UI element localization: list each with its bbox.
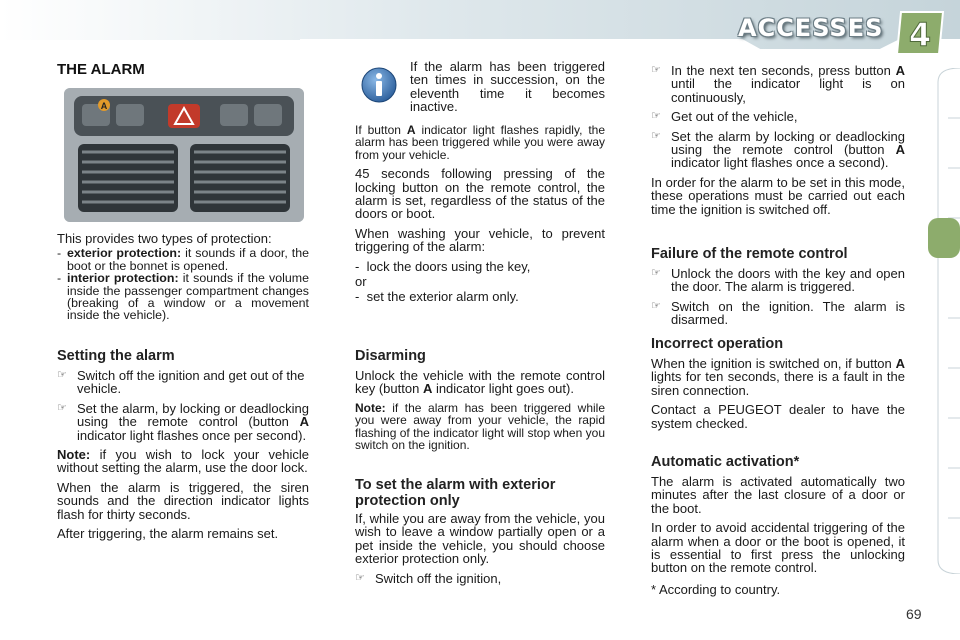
- photo-label-a: A: [100, 101, 108, 111]
- exterior-text: If, while you are away from the vehicle, you wish to leave a window partially open or a pet inside the vehicle, you should choose exterior protection only.: [355, 511, 605, 567]
- pointing-hand-icon: ☞: [651, 299, 661, 312]
- info-icon: [360, 66, 398, 104]
- pointing-hand-icon: ☞: [651, 64, 661, 76]
- after-trigger-text: After triggering, the alarm remains set.: [57, 526, 279, 542]
- mode-bullet: ☞ Set the alarm by locking or deadlocking using the remote control (button A indicator light flashes once a second).: [651, 128, 905, 171]
- disarming-text: Unlock the vehicle with the remote control key (button A indicator light goes out).: [355, 368, 605, 397]
- auto-text: In order to avoid accidental triggering of the alarm when a door or the boot is opened, it is essential to first press the unlocking button on the remote control.: [651, 520, 905, 576]
- incorrect-heading: Incorrect operation: [651, 336, 784, 352]
- failure-bullet: ☞ Unlock the doors with the key and open the door. The alarm is triggered.: [651, 266, 905, 295]
- exterior-heading: To set the alarm with exterior protection only: [355, 477, 556, 509]
- page-number: 69: [906, 606, 922, 622]
- info-text: If the alarm has been triggered ten times in succession, on the eleventh time it becomes inactive.: [410, 59, 605, 115]
- footnote: * According to country.: [651, 581, 781, 597]
- pointing-hand-icon: ☞: [651, 267, 661, 279]
- seconds-text: 45 seconds following pressing of the locking button on the remote control, the alarm is set, regardless of the status of the doors or boot.: [355, 166, 605, 222]
- wash-or: or: [355, 274, 367, 290]
- pointing-hand-icon: ☞: [57, 369, 67, 381]
- chapter-badge: [897, 10, 947, 56]
- setting-heading: Setting the alarm: [57, 348, 175, 364]
- active-chapter-tab: [928, 218, 960, 258]
- incorrect-text: When the ignition is switched on, if button A lights for ten seconds, there is a fault in the siren connection.: [651, 356, 905, 398]
- setting-note: Note: if you wish to lock your vehicle without setting the alarm, use the door lock.: [57, 447, 309, 476]
- disarming-heading: Disarming: [355, 348, 426, 364]
- interior-protection-item: - interior protection: it sounds if the volume inside the passenger compartment changes (breaking of a window or a movement inside the vehicle).: [57, 271, 310, 323]
- chapter-tabs: [926, 68, 960, 574]
- exterior-bullet: ☞ Switch off the ignition,: [355, 570, 502, 586]
- setting-bullet: ☞ Set the alarm, by locking or deadlocking using the remote control (button A indicator light flashes once per second).: [57, 400, 309, 443]
- mode-bullet: ☞ In the next ten seconds, press button A until the indicator light is on continuously,: [651, 63, 905, 105]
- alarm-title: THE ALARM: [57, 61, 145, 78]
- setting-bullet: ☞ Switch off the ignition and get out of the vehicle.: [57, 368, 305, 397]
- contact-text: Contact a PEUGEOT dealer to have the system checked.: [651, 402, 905, 431]
- chapter-number: 4: [908, 16, 932, 54]
- if-button-text: If button A indicator light flashes rapidly, the alarm has been triggered while you were away from your vehicle.: [355, 123, 605, 162]
- exterior-protection-item: - exterior protection: it sounds if a door, the boot or the bonnet is opened.: [57, 246, 309, 273]
- washing-text: When washing your vehicle, to prevent triggering of the alarm:: [355, 225, 605, 255]
- pointing-hand-icon: ☞: [651, 129, 661, 142]
- order-text: In order for the alarm to be set in this mode, these operations must be carried out each time the ignition is switched off.: [651, 174, 905, 217]
- failure-bullet: ☞ Switch on the ignition. The alarm is disarmed.: [651, 298, 905, 328]
- wash-item: - set the exterior alarm only.: [355, 289, 519, 305]
- mode-bullet: ☞ Get out of the vehicle,: [651, 109, 798, 125]
- dashboard-photo: [64, 88, 304, 222]
- section-title: ACCESSES: [738, 14, 884, 42]
- protection-intro: This provides two types of protection:: [57, 231, 272, 246]
- auto-text: The alarm is activated automatically two minutes after the last closure of a door or the boot.: [651, 474, 905, 516]
- pointing-hand-icon: ☞: [57, 401, 67, 414]
- pointing-hand-icon: ☞: [355, 571, 365, 584]
- triggered-text: When the alarm is triggered, the siren sounds and the direction indicator lights flash for thirty seconds.: [57, 479, 309, 522]
- wash-item: - lock the doors using the key,: [355, 258, 531, 274]
- pointing-hand-icon: ☞: [651, 110, 661, 123]
- auto-heading: Automatic activation*: [651, 454, 800, 470]
- disarming-note: Note: if the alarm has been triggered while you were away from your vehicle, the rapid flashing of the indicator light will stop when you switch on the ignition.: [355, 400, 605, 453]
- failure-heading: Failure of the remote control: [651, 246, 848, 262]
